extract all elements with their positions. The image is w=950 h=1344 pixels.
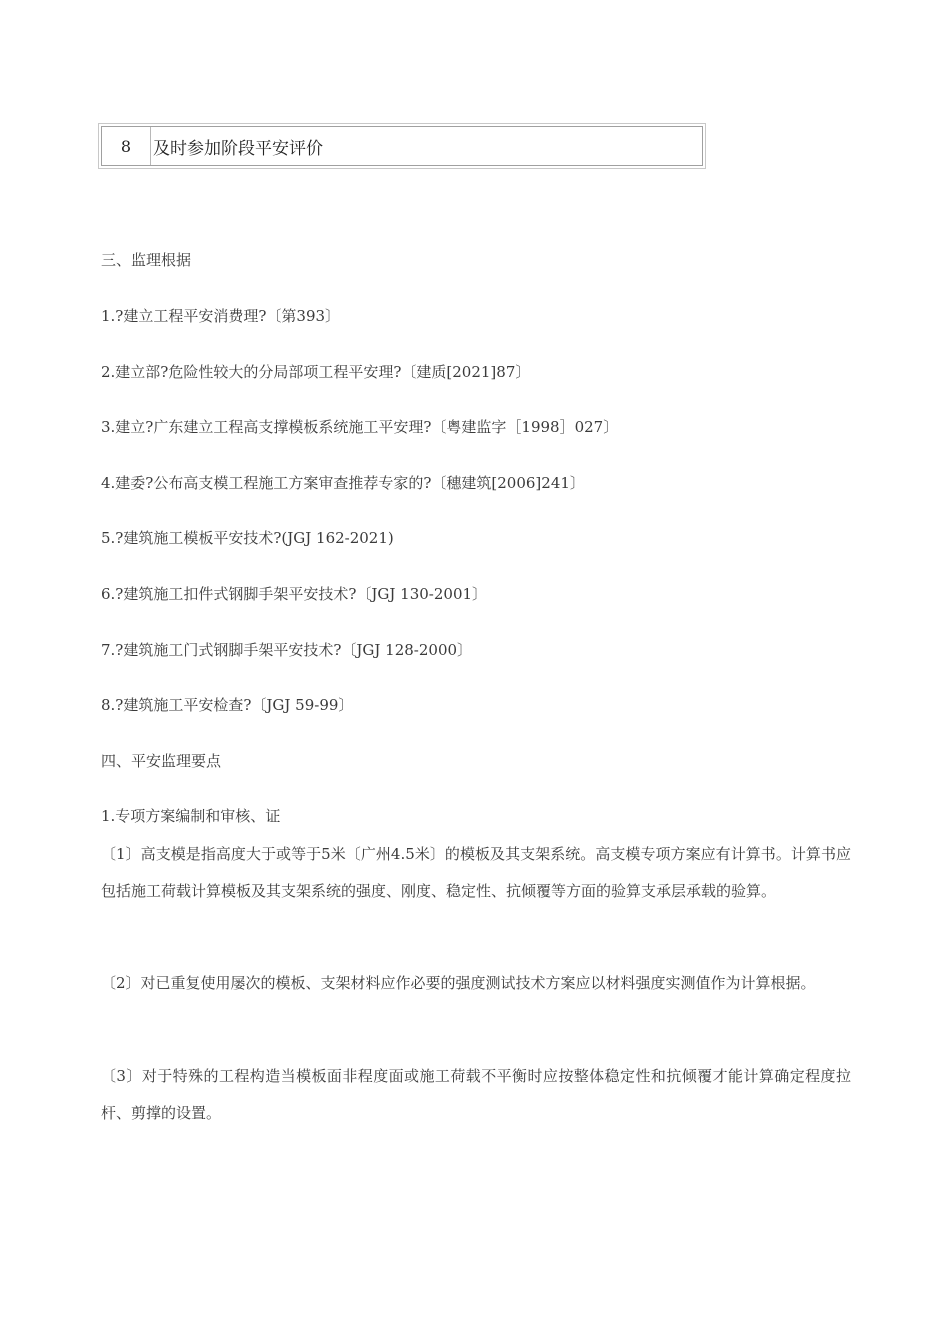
paragraph: 〔2〕对已重复使用屡次的模板、支架材料应作必要的强度测试技术方案应以材料强度实测值作为计算根据。 <box>101 974 816 992</box>
row-text-cell: 及时参加阶段平安评价 <box>153 138 323 159</box>
basis-item: 3.建立?广东建立工程高支撑模板系统施工平安理?〔粤建监字［1998］027〕 <box>101 418 619 436</box>
row-number-cell: 8 <box>102 127 151 165</box>
paragraph: 〔3〕对于特殊的工程构造当模板面非程度面或施工荷载不平衡时应按整体稳定性和抗倾覆才能计算确定程度拉杆、剪撑的设置。 <box>101 1067 851 1122</box>
section-heading-key-points: 四、平安监理要点 <box>101 752 222 770</box>
basis-item: 7.?建筑施工门式钢脚手架平安技术?〔JGJ 128-2000〕 <box>101 641 473 659</box>
basis-item: 5.?建筑施工模板平安技术?(JGJ 162-2021) <box>101 529 394 547</box>
basis-item: 1.?建立工程平安消费理?〔第393〕 <box>101 307 341 325</box>
paragraph: 〔1〕高支模是指高度大于或等于5米〔广州4.5米〕的模板及其支架系统。高支模专项方案应有计算书。计算书应包括施工荷载计算模板及其支架系统的强度、刚度、稳定性、抗倾覆等方面的验算支承层承载的验算。 <box>101 845 851 900</box>
basis-item: 2.建立部?危险性较大的分局部项工程平安理?〔建质[2021]87〕 <box>101 363 531 381</box>
basis-item: 6.?建筑施工扣件式钢脚手架平安技术?〔JGJ 130-2001〕 <box>101 585 488 603</box>
section-heading-basis: 三、监理根据 <box>101 251 192 269</box>
basis-item: 8.?建筑施工平安检查?〔JGJ 59-99〕 <box>101 696 354 714</box>
table-row <box>101 126 703 166</box>
basis-item: 4.建委?公布高支模工程施工方案审查推荐专家的?〔穗建筑[2006]241〕 <box>101 474 585 492</box>
sub-heading: 1.专项方案编制和审核、证 <box>101 807 281 825</box>
item-table <box>98 123 706 169</box>
